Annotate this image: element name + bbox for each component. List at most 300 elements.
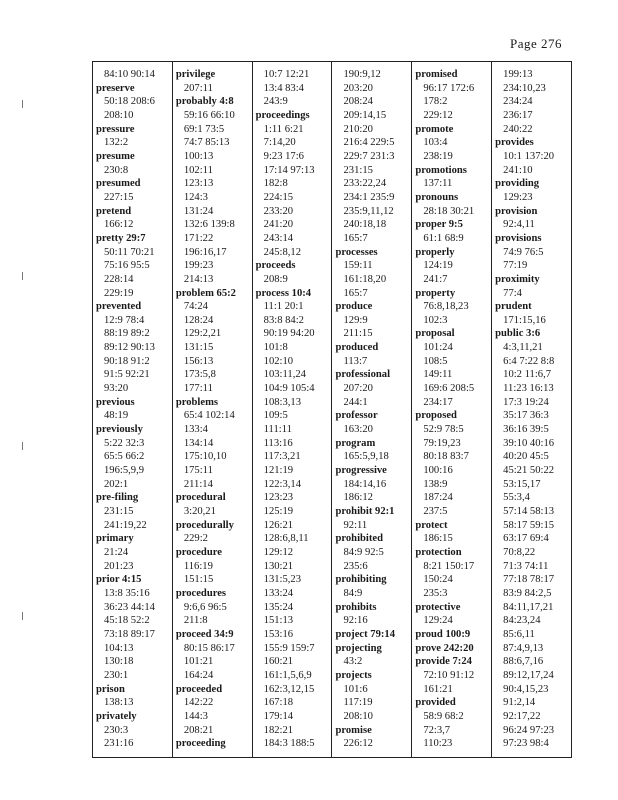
index-page-reference: 230:8	[104, 164, 129, 176]
index-page-reference: 150:24	[423, 574, 453, 586]
index-page-reference: 229:7 231:3	[343, 150, 395, 162]
index-page-reference: 175:11	[183, 465, 213, 477]
index-page-reference: 21:24	[104, 546, 129, 558]
index-page-reference: 179:14	[263, 710, 294, 722]
index-page-reference: 196:5,9,9	[104, 465, 145, 477]
index-page-reference: 53:15,17	[503, 478, 541, 490]
index-page-reference: 104:9 105:4	[263, 383, 315, 395]
index-page-reference: 231:15	[343, 164, 373, 176]
index-page-reference: 59:16 66:10	[183, 109, 235, 121]
index-page-reference: 186:15	[423, 533, 453, 545]
index-page-reference: 96:24 97:23	[503, 724, 555, 736]
index-page-reference: 171:22	[183, 232, 214, 244]
index-term: public 3:6	[495, 328, 541, 340]
index-page-reference: 230:3	[104, 724, 129, 736]
index-page-reference: 9:6,6 96:5	[183, 601, 227, 613]
index-page-reference: 122:3,14	[263, 478, 302, 490]
index-page-reference: 207:11	[183, 82, 213, 94]
index-page-reference: 169:6 208:5	[423, 383, 475, 395]
index-term: provision	[495, 205, 538, 217]
index-page-reference: 89:12 90:13	[104, 342, 155, 354]
index-page-reference: 159:11	[343, 260, 373, 272]
index-term: procedurally	[175, 519, 234, 531]
index-page-reference: 61:1 68:9	[423, 232, 464, 244]
index-term: prove 242:20	[415, 642, 474, 654]
index-page-reference: 237:5	[423, 506, 448, 517]
index-page-reference: 231:16	[104, 738, 134, 750]
index-page-reference: 39:10 40:16	[503, 437, 555, 449]
index-page-reference: 165:7	[343, 232, 368, 244]
index-page-reference: 208:21	[183, 724, 214, 736]
index-term: professor	[335, 410, 378, 422]
index-page-reference: 187:24	[423, 492, 453, 504]
index-page-reference: 208:10	[343, 710, 373, 722]
index-column-4	[331, 62, 411, 757]
index-term: provisions	[495, 232, 542, 244]
index-page-reference: 240:18,18	[343, 219, 387, 231]
index-page-reference: 50:18 208:6	[104, 96, 155, 108]
index-page-reference: 11:1 20:1	[263, 301, 304, 313]
index-term: pronouns	[415, 191, 459, 203]
index-page-reference: 128:6,8,11	[263, 533, 309, 545]
index-page-reference: 88:6,7,16	[503, 656, 544, 668]
index-page-reference: 3:20,21	[183, 506, 216, 517]
index-page-reference: 84:23,24	[503, 615, 541, 627]
index-page-reference: 207:20	[343, 383, 373, 395]
index-page-reference: 74:7 85:13	[183, 137, 230, 149]
index-term: proceeded	[175, 683, 223, 695]
index-page-reference: 97:23 98:4	[503, 738, 549, 750]
index-page-reference: 123:23	[263, 492, 294, 504]
index-page-reference: 74:24	[183, 301, 208, 313]
index-page-reference: 210:20	[343, 123, 373, 135]
index-term: projects	[335, 669, 372, 681]
index-page-reference: 10:2 11:6,7	[503, 369, 552, 381]
index-page-reference: 238:19	[423, 150, 453, 162]
index-page-reference: 155:9 159:7	[263, 642, 315, 654]
index-page-reference: 65:5 66:2	[104, 451, 145, 463]
index-page-reference: 178:2	[423, 96, 448, 108]
index-page-reference: 80:18 83:7	[423, 451, 469, 463]
index-term: program	[335, 437, 376, 449]
index-page-reference: 229:12	[423, 109, 453, 121]
index-page-reference: 151:15	[183, 574, 214, 586]
index-page-reference: 84:9 92:5	[343, 546, 384, 558]
index-page-reference: 85:6,11	[503, 628, 535, 640]
index-term: procedure	[175, 546, 222, 558]
index-page-reference: 108:5	[423, 355, 448, 367]
index-page-reference: 65:4 102:14	[183, 410, 235, 422]
index-page-reference: 235:3	[423, 587, 448, 599]
index-page-reference: 92:11	[343, 519, 368, 531]
index-page-reference: 164:24	[183, 669, 214, 681]
index-page-reference: 17:14 97:13	[263, 164, 315, 176]
index-page-reference: 211:14	[183, 478, 213, 490]
index-page-reference: 233:22,24	[343, 178, 387, 190]
index-page-reference: 9:23 17:6	[263, 150, 304, 162]
index-page-reference: 109:5	[263, 410, 288, 422]
index-term: proud 100:9	[415, 628, 471, 640]
index-page-reference: 125:19	[263, 506, 294, 517]
index-column-6	[491, 62, 571, 757]
index-page-reference: 36:16 39:5	[503, 424, 549, 436]
index-page-reference: 202:1	[104, 478, 129, 490]
index-page-reference: 91:5 92:21	[104, 369, 150, 381]
index-page-reference: 92:17,22	[503, 710, 541, 722]
index-page-reference: 102:3	[423, 314, 448, 326]
index-page-reference: 173:5,8	[183, 369, 216, 381]
index-term: presumed	[96, 178, 141, 190]
index-term: proposal	[415, 328, 455, 340]
index-page-reference: 184:3 188:5	[263, 738, 315, 750]
index-page-reference: 103:11,24	[263, 369, 306, 381]
index-page-reference: 28:18 30:21	[423, 205, 475, 217]
index-page-reference: 75:16 95:5	[104, 260, 150, 272]
index-term: prohibited	[335, 533, 383, 545]
index-page-reference: 208:9	[263, 273, 288, 285]
index-page-reference: 111:11	[263, 424, 292, 436]
index-term: privately	[96, 710, 137, 722]
index-page-reference: 245:8,12	[263, 246, 302, 258]
index-term: proceeds	[255, 260, 296, 272]
index-page-reference: 161:21	[423, 683, 453, 695]
index-term: protection	[415, 546, 462, 558]
index-page-reference: 87:4,9,13	[503, 642, 544, 654]
index-page-reference: 121:19	[263, 465, 294, 477]
index-page-reference: 113:7	[343, 355, 368, 367]
index-term: procedures	[175, 587, 227, 599]
index-page-reference: 131:15	[183, 342, 214, 354]
index-page-reference: 216:4 229:5	[343, 137, 395, 149]
index-page-reference: 166:12	[104, 219, 134, 231]
index-column-5	[411, 62, 491, 757]
index-page-reference: 5:22 32:3	[104, 437, 145, 449]
index-term: providing	[495, 178, 540, 190]
index-page-reference: 165:7	[343, 287, 368, 299]
index-page-reference: 10:7 12:21	[263, 69, 310, 80]
index-page-reference: 131:24	[183, 205, 214, 217]
index-term: pre-filing	[96, 492, 139, 504]
index-page-reference: 116:19	[183, 560, 213, 572]
index-page-reference: 50:11 70:21	[104, 246, 155, 258]
index-page-reference: 128:24	[183, 314, 214, 326]
index-term: project 79:14	[335, 628, 396, 640]
index-page-reference: 144:3	[183, 710, 208, 722]
index-page-reference: 208:10	[104, 109, 134, 121]
index-page-reference: 186:12	[343, 492, 373, 504]
index-term: proposed	[415, 410, 457, 422]
index-page-reference: 243:9	[263, 96, 288, 108]
index-page-reference: 130:18	[104, 656, 134, 668]
index-page-reference: 79:19,23	[423, 437, 461, 449]
index-page-reference: 165:5,9,18	[343, 451, 389, 463]
index-page-reference: 45:21 50:22	[503, 465, 555, 477]
index-term: primary	[96, 533, 134, 545]
index-page-reference: 241:20	[263, 219, 294, 231]
index-page-reference: 90:4,15,23	[503, 683, 549, 695]
index-term: pretend	[96, 205, 132, 217]
index-page-reference: 243:14	[263, 232, 294, 244]
index-term: preserve	[96, 82, 135, 94]
index-page-reference: 199:23	[183, 260, 214, 272]
index-page-reference: 84:9	[343, 587, 363, 599]
index-page-reference: 84:10 90:14	[104, 69, 155, 80]
index-page-reference: 134:14	[183, 437, 214, 449]
index-page-reference: 104:13	[104, 642, 134, 654]
index-term: proper 9:5	[415, 219, 463, 231]
index-term: properly	[415, 246, 455, 258]
index-page-reference: 123:13	[183, 178, 214, 190]
index-page-reference: 57:14 58:13	[503, 506, 555, 517]
index-page-reference: 74:9 76:5	[503, 246, 544, 258]
index-page-reference: 131:5,23	[263, 574, 302, 586]
index-term: privilege	[175, 69, 216, 80]
index-term: produce	[335, 301, 373, 313]
index-page-reference: 43:2	[343, 656, 363, 668]
index-page-reference: 101:24	[423, 342, 453, 354]
index-term: produced	[335, 342, 379, 354]
index-page-reference: 224:15	[263, 191, 294, 203]
margin-mark	[22, 612, 23, 620]
index-page-reference: 171:15,16	[503, 314, 546, 326]
index-page-reference: 101:21	[183, 656, 214, 668]
index-page-reference: 236:17	[503, 109, 533, 121]
index-page-reference: 132:6 139:8	[183, 219, 235, 231]
index-page-reference: 138:9	[423, 478, 448, 490]
index-page-reference: 229:2	[183, 533, 208, 545]
index-page-reference: 132:2	[104, 137, 129, 149]
index-page-reference: 113:16	[263, 437, 293, 449]
index-page-reference: 126:21	[263, 519, 294, 531]
index-page-reference: 13:4 83:4	[263, 82, 304, 94]
index-page-reference: 89:12,17,24	[503, 669, 554, 681]
index-page-reference: 77:4	[503, 287, 522, 299]
index-page-reference: 103:4	[423, 137, 448, 149]
index-page-reference: 133:24	[263, 587, 294, 599]
index-page-reference: 36:23 44:14	[104, 601, 155, 613]
index-page-reference: 230:1	[104, 669, 129, 681]
index-page-reference: 244:1	[343, 396, 368, 408]
index-page-reference: 45:18 52:2	[104, 615, 150, 627]
index-page-reference: 58:17 59:15	[503, 519, 555, 531]
index-term: prohibits	[335, 601, 377, 613]
index-page-reference: 175:10,10	[183, 451, 227, 463]
index-page-reference: 151:13	[263, 615, 294, 627]
index-page-reference: 234:17	[423, 396, 453, 408]
index-term: processes	[335, 246, 378, 258]
index-page-reference: 133:4	[183, 424, 208, 436]
index-page-reference: 84:11,17,21	[503, 601, 554, 613]
index-page-reference: 177:11	[183, 383, 213, 395]
index-page-reference: 235:9,11,12	[343, 205, 394, 217]
index-page-reference: 211:8	[183, 615, 208, 627]
margin-mark	[22, 442, 23, 450]
index-term: provided	[415, 697, 456, 709]
index-page-reference: 17:3 19:24	[503, 396, 549, 408]
index-page-reference: 70:8,22	[503, 546, 536, 558]
index-page-reference: 184:14,16	[343, 478, 387, 490]
margin-mark	[22, 100, 23, 108]
index-page-reference: 40:20 45:5	[503, 451, 549, 463]
index-term: promise	[335, 724, 372, 736]
index-page-reference: 208:24	[343, 96, 373, 108]
index-page-reference: 201:23	[104, 560, 134, 572]
index-page-reference: 149:11	[423, 369, 453, 381]
index-page-reference: 110:23	[423, 738, 453, 750]
index-page-reference: 142:22	[183, 697, 214, 709]
index-page-reference: 117:3,21	[263, 451, 301, 463]
index-page-reference: 102:11	[183, 164, 213, 176]
index-page-reference: 241:10	[503, 164, 533, 176]
index-page-reference: 96:17 172:6	[423, 82, 475, 94]
index-page-reference: 90:19 94:20	[263, 328, 315, 340]
index-page-reference: 13:8 35:16	[104, 587, 150, 599]
index-page-reference: 234:1 235:9	[343, 191, 395, 203]
index-page-reference: 7:14,20	[263, 137, 296, 149]
index-term: proceedings	[255, 109, 310, 121]
index-page-reference: 203:20	[343, 82, 373, 94]
index-page-reference: 11:23 16:13	[503, 383, 554, 395]
index-term: progressive	[335, 465, 387, 477]
index-page-reference: 72:10 91:12	[423, 669, 475, 681]
index-page-reference: 92:4,11	[503, 219, 535, 231]
index-page-reference: 129:12	[263, 546, 294, 558]
index-page-reference: 228:14	[104, 273, 134, 285]
index-page-reference: 156:13	[183, 355, 214, 367]
index-page-reference: 73:18 89:17	[104, 628, 155, 640]
index-page-reference: 209:14,15	[343, 109, 387, 121]
index-page-reference: 35:17 36:3	[503, 410, 549, 422]
index-term: promised	[415, 69, 458, 80]
index-page-reference: 124:19	[423, 260, 453, 272]
word-index-table	[92, 61, 572, 758]
margin-mark	[22, 272, 23, 280]
index-page-reference: 69:1 73:5	[183, 123, 225, 135]
index-page-reference: 10:1 137:20	[503, 150, 555, 162]
index-page-reference: 138:13	[104, 697, 134, 709]
index-page-reference: 161:1,5,6,9	[263, 669, 312, 681]
index-term: provide 7:24	[415, 656, 472, 668]
index-page-reference: 160:21	[263, 656, 294, 668]
index-page-reference: 100:13	[183, 150, 214, 162]
index-page-reference: 129:24	[423, 615, 453, 627]
index-term: promotions	[415, 164, 467, 176]
index-page-reference: 48:19	[104, 410, 129, 422]
index-page-reference: 162:3,12,15	[263, 683, 315, 695]
index-term: probably 4:8	[175, 96, 234, 108]
index-page-reference: 71:3 74:11	[503, 560, 549, 572]
index-term: previously	[96, 424, 143, 436]
index-page-reference: 199:13	[503, 69, 533, 80]
index-term: promote	[415, 123, 454, 135]
index-page-reference: 241:7	[423, 273, 448, 285]
index-page-reference: 167:18	[263, 697, 294, 709]
index-page-reference: 77:19	[503, 260, 528, 272]
index-column-3	[252, 62, 332, 757]
index-term: projecting	[335, 642, 382, 654]
index-page-reference: 182:21	[263, 724, 294, 736]
index-page-reference: 233:20	[263, 205, 294, 217]
index-page-reference: 101:8	[263, 342, 288, 354]
index-page-reference: 211:15	[343, 328, 373, 340]
index-page-reference: 83:9 84:2,5	[503, 587, 552, 599]
index-column-2	[172, 62, 252, 757]
index-page-reference: 240:22	[503, 123, 533, 135]
index-term: procedural	[175, 492, 226, 504]
index-page-reference: 190:9,12	[343, 69, 381, 80]
index-term: protect	[415, 519, 448, 531]
index-term: proximity	[495, 273, 540, 285]
index-page-reference: 90:18 91:2	[104, 355, 150, 367]
index-page-reference: 108:3,13	[263, 396, 302, 408]
index-page-reference: 117:19	[343, 697, 373, 709]
index-page-reference: 58:9 68:2	[423, 710, 464, 722]
index-page-reference: 55:3,4	[503, 492, 530, 504]
index-term: professional	[335, 369, 391, 381]
index-page-reference: 241:19,22	[104, 519, 147, 531]
index-term: prevented	[96, 301, 142, 313]
index-page-reference: 129:2,21	[183, 328, 222, 340]
index-term: process 10:4	[255, 287, 312, 299]
index-term: protective	[415, 601, 461, 613]
index-page-reference: 92:16	[343, 615, 368, 627]
index-page-reference: 137:11	[423, 178, 453, 190]
index-page-reference: 130:21	[263, 560, 294, 572]
index-page-reference: 88:19 89:2	[104, 328, 150, 340]
index-page-reference: 161:18,20	[343, 273, 387, 285]
index-page-reference: 83:8 84:2	[263, 314, 304, 326]
page-number: Page 276	[509, 36, 562, 51]
index-term: prohibiting	[335, 574, 387, 586]
index-page-reference: 76:8,18,23	[423, 301, 469, 313]
index-term: proceeding	[175, 738, 226, 750]
index-term: prison	[96, 683, 125, 695]
index-term: property	[415, 287, 456, 299]
index-page-reference: 226:12	[343, 738, 373, 750]
index-page-reference: 153:16	[263, 628, 294, 640]
index-page-reference: 8:21 150:17	[423, 560, 475, 572]
index-page-reference: 1:11 6:21	[263, 123, 304, 135]
index-page-reference: 135:24	[263, 601, 294, 613]
index-page-reference: 129:9	[343, 314, 368, 326]
index-term: prior 4:15	[96, 574, 142, 586]
index-page-reference: 72:3,7	[423, 724, 451, 736]
index-term: previous	[96, 396, 135, 408]
index-page-reference: 182:8	[263, 178, 288, 190]
index-term: pretty 29:7	[96, 232, 146, 244]
index-term: problem 65:2	[175, 287, 236, 299]
index-page-reference: 101:6	[343, 683, 368, 695]
index-page-reference: 229:19	[104, 287, 134, 299]
index-page-reference: 234:10,23	[503, 82, 546, 94]
index-term: pressure	[96, 123, 135, 135]
index-page-reference: 100:16	[423, 465, 453, 477]
index-page-reference: 4:3,11,21	[503, 342, 543, 354]
index-page-reference: 234:24	[503, 96, 533, 108]
index-term: provides	[495, 137, 534, 149]
index-page-reference: 196:16,17	[183, 246, 227, 258]
index-page-reference: 214:13	[183, 273, 214, 285]
index-page-reference: 235:6	[343, 560, 368, 572]
index-page-reference: 12:9 78:4	[104, 314, 145, 326]
index-page-reference: 129:23	[503, 191, 533, 203]
index-term: proceed 34:9	[175, 628, 234, 640]
index-page-reference: 93:20	[104, 383, 129, 395]
index-page-reference: 124:3	[183, 191, 208, 203]
index-term: prudent	[495, 301, 532, 313]
index-page-reference: 91:2,14	[503, 697, 536, 709]
index-column-1	[93, 62, 172, 757]
